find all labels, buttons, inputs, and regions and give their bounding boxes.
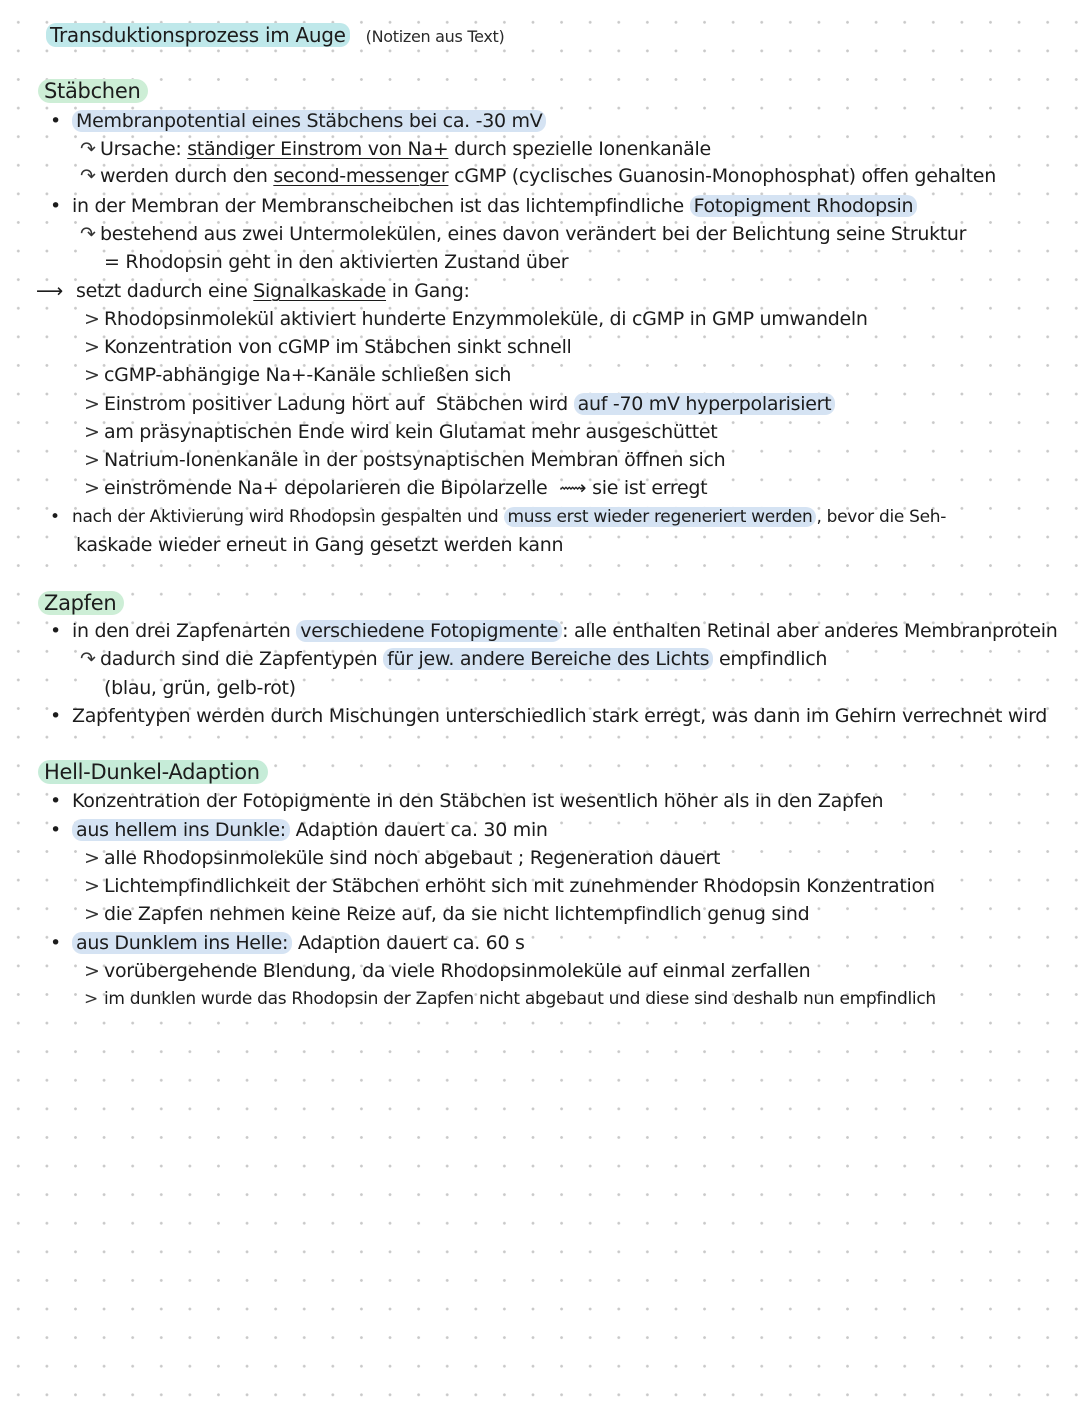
list-item: • aus hellem ins Dunkle: Adaption dauert ca. 30 min [50, 819, 548, 841]
list-item: • Zapfentypen werden durch Mischungen unterschiedlich stark erregt, was dann im Gehirn verrechnet wird [50, 705, 1048, 727]
chevron-icon: > [84, 875, 100, 897]
section-heading-zapfen: Zapfen [38, 591, 124, 615]
list-item: • nach der Aktivierung wird Rhodopsin gespalten und muss erst wieder regeneriert werden , bevor die Seh- [50, 504, 946, 530]
list-item: kaskade wieder erneut in Gang gesetzt werden kann [76, 534, 564, 556]
bullet-icon: • [50, 195, 61, 217]
chevron-icon: > [84, 308, 100, 330]
list-item: > im dunklen wurde das Rhodopsin der Zapfen nicht abgebaut und diese sind deshalb nun empfindlich [84, 986, 936, 1012]
section-staebchen [38, 78, 148, 105]
curve-arrow-icon: ↷ [80, 138, 96, 160]
chevron-icon: > [84, 989, 98, 1009]
list-item: • aus Dunklem ins Helle: Adaption dauert ca. 60 s [50, 932, 525, 954]
curve-arrow-icon: ↷ [80, 165, 96, 187]
chevron-icon: > [84, 364, 100, 386]
chevron-icon: > [84, 847, 100, 869]
chevron-icon: > [84, 336, 100, 358]
chevron-icon: > [84, 477, 100, 499]
long-arrow-icon: ⟶ [36, 280, 63, 302]
chevron-icon: > [84, 960, 100, 982]
list-item: • Membranpotential eines Stäbchens bei ca. -30 mV [50, 108, 546, 134]
list-item: > Konzentration von cGMP im Stäbchen sinkt schnell [84, 336, 572, 358]
list-item: • in der Membran der Membranscheibchen ist das lichtempfindliche Fotopigment Rhodopsin [50, 193, 917, 219]
list-item: (blau, grün, gelb-rot) [104, 677, 296, 699]
list-item: > Lichtempfindlichkeit der Stäbchen erhöht sich mit zunehmender Rhodopsin Konzentration [84, 875, 935, 897]
chevron-icon: > [84, 393, 100, 415]
list-item: • in den drei Zapfenarten verschiedene Fotopigmente : alle enthalten Retinal aber anderes Membranprotein [50, 620, 1058, 642]
list-item: > am präsynaptischen Ende wird kein Glutamat mehr ausgeschüttet [84, 421, 718, 443]
list-item: > einströmende Na+ depolarieren die Bipolarzelle ⟿ sie ist erregt [84, 477, 708, 499]
page-title-note: (Notizen aus Text) [365, 27, 505, 46]
list-item: > die Zapfen nehmen keine Reize auf, da sie nicht lichtempfindlich genug sind [84, 903, 810, 925]
curve-arrow-icon: ↷ [80, 223, 96, 245]
page-title: Transduktionsprozess im Auge [46, 23, 350, 47]
bullet-icon: • [50, 705, 61, 727]
chevron-icon: > [84, 449, 100, 471]
bullet-icon: • [50, 790, 61, 812]
list-item: ↷ Ursache: ständiger Einstrom von Na+ durch spezielle Ionenkanäle [80, 138, 711, 160]
section-zapfen [38, 590, 124, 617]
list-item: > Natrium-Ionenkanäle in der postsynaptischen Membran öffnen sich [84, 449, 726, 471]
squiggle-arrow-icon: ⟿ [559, 477, 587, 499]
list-item: ↷ werden durch den second-messenger cGMP (cyclisches Guanosin-Monophosphat) offen gehalten [80, 165, 996, 187]
bullet-icon: • [50, 819, 61, 841]
list-item: > Einstrom positiver Ladung hört auf Stäbchen wird auf -70 mV hyperpolarisiert [84, 391, 835, 417]
chevron-icon: > [84, 421, 100, 443]
list-item: > alle Rhodopsinmoleküle sind noch abgebaut ; Regeneration dauert [84, 847, 721, 869]
bullet-icon: • [50, 932, 61, 954]
bullet-icon: • [50, 620, 61, 642]
curve-arrow-icon: ↷ [80, 648, 96, 670]
list-item: > Rhodopsinmolekül aktiviert hunderte Enzymmoleküle, di cGMP in GMP umwandeln [84, 308, 868, 330]
list-item: ↷ bestehend aus zwei Untermolekülen, eines davon verändert bei der Belichtung seine Struktur [80, 223, 967, 245]
list-item: ↷ dadurch sind die Zapfentypen für jew. andere Bereiche des Lichts empfindlich [80, 648, 828, 670]
list-item: • Konzentration der Fotopigmente in den Stäbchen ist wesentlich höher als in den Zapfen [50, 790, 884, 812]
bullet-icon: • [50, 507, 60, 527]
chevron-icon: > [84, 903, 100, 925]
list-item: = Rhodopsin geht in den aktivierten Zustand über [104, 251, 569, 273]
page-title-line [46, 22, 504, 50]
list-item: > cGMP-abhängige Na+-Kanäle schließen sich [84, 364, 512, 386]
section-adaption [38, 759, 268, 786]
section-heading-adaption: Hell-Dunkel-Adaption [38, 760, 268, 784]
list-item: > vorübergehende Blendung, da viele Rhodopsinmoleküle auf einmal zerfallen [84, 960, 811, 982]
list-item: ⟶ setzt dadurch eine Signalkaskade in Gang: [36, 280, 470, 302]
section-heading-staebchen: Stäbchen [38, 79, 148, 103]
bullet-icon: • [50, 110, 61, 132]
